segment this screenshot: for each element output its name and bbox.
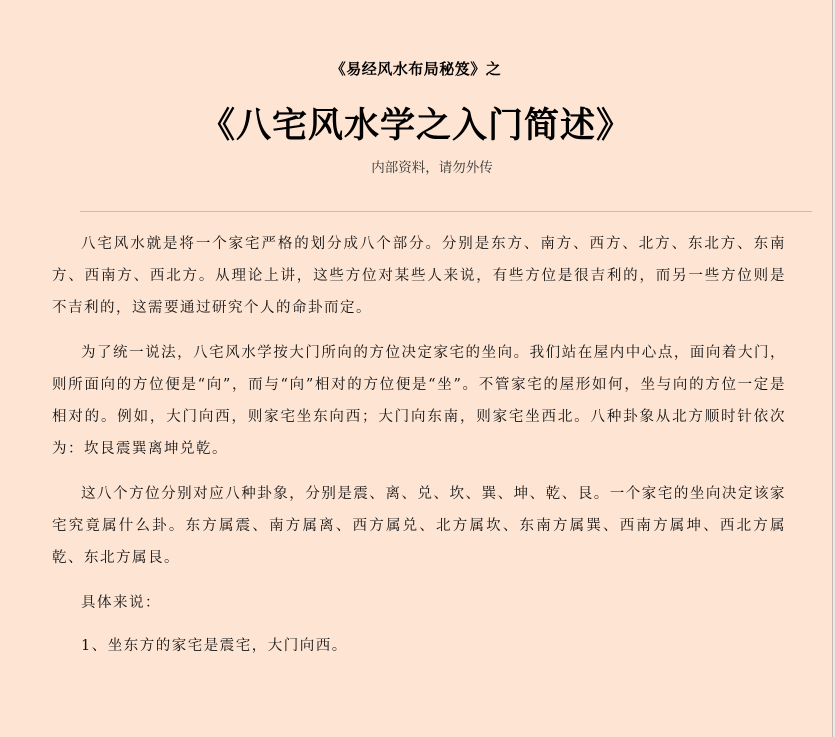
title-divider [80, 211, 812, 212]
paragraph: 为了统一说法，八宅风水学按大门所向的方位决定家宅的坐向。我们站在屋内中心点，面向着大门，则所面向的方位便是“向”，而与“向”相对的方位便是“坐”。不管家宅的屋形如何，坐与向的方位一定是相对的。例如，大门向西，则家宅坐东向西；大门向东南，则家宅坐西北。八种卦象从北方顺时针依次为：坎艮震巽离坤兑乾。 [52, 345, 786, 457]
series-title: 《易经风水布局秘笈》之 [330, 60, 502, 78]
paragraph: 具体来说： [81, 595, 161, 611]
page-title: 《八宅风水学之入门简述》 [199, 106, 632, 146]
paragraph: 这八个方位分别对应八种卦象，分别是震、离、兑、坎、巽、坤、乾、艮。一个家宅的坐向决定该家宅究竟属什么卦。东方属震、南方属离、西方属兑、北方属坎、东南方属巽、西南方属坤、西北方属乾、东北方属艮。 [52, 486, 786, 566]
page-subtitle: 内部资料，请勿外传 [371, 160, 493, 176]
paragraph: 1、坐东方的家宅是震宅，大门向西。 [81, 638, 348, 654]
paragraph: 八宅风水就是将一个家宅严格的划分成八个部分。分别是东方、南方、西方、北方、东北方、东南方、西南方、西北方。从理论上讲，这些方位对某些人来说，有些方位是很吉利的，而另一些方位则是不吉利的，这需要通过研究个人的命卦而定。 [52, 236, 786, 316]
document-body [52, 228, 786, 673]
